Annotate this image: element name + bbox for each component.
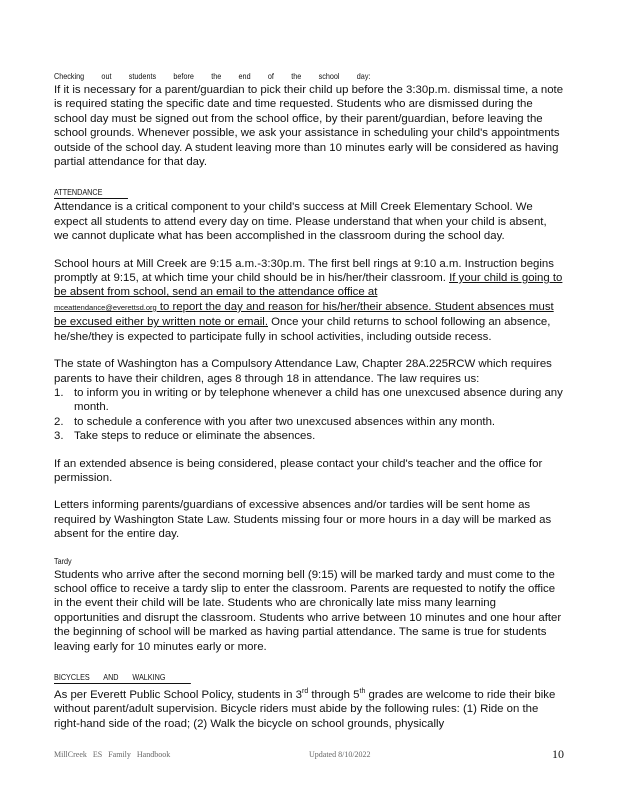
attendance-law: The state of Washington has a Compulsory Attendance Law, Chapter 28A.225RCW which requires parents to have their children, ages 8 through 18 in attendance. The law requires us: bbox=[54, 358, 552, 385]
page-number: 10 bbox=[552, 747, 564, 761]
bicycles-heading: BICYCLES AND WALKING bbox=[54, 671, 191, 684]
law-requirements-list bbox=[54, 386, 564, 444]
checkout-heading: Checking out students before the end of the school day: bbox=[54, 71, 371, 81]
bicycles-body: As per Everett Public School Policy, students in 3rd through 5th grades are welcome to ride their bike without parent/adult supervision. Bicycle riders must abide by the following rules: (1) Ride on the right-hand side of the road; (2) Walk the bicycle on school grounds, physically bbox=[54, 688, 556, 730]
footer-updated: Updated 8/10/2022 bbox=[309, 750, 371, 759]
attendance-report-instructions: to report the day and reason for his/her/their absence. Student absences must be excused either by written note or email. bbox=[54, 300, 554, 329]
attendance-return: Once your child returns to school following an absence, he/she/they is expected to participate fully in school activities, including outside recess. bbox=[54, 316, 551, 343]
tardy-body: Students who arrive after the second morning bell (9:15) will be marked tardy and must come to the school office to receive a tardy slip to enter the classroom. Parents are requested to notify the office in the event their child will be late. Students who are chronically late miss many learning opportunities and disrupt the classroom. Students who arrive between 10 minutes and one hour after the beginning of school will be marked as having partial attendance. The same is true for students leaving early for 10 minutes early or more. bbox=[54, 568, 562, 653]
list-item: 2. to schedule a conference with you after two unexcused absences within any month. bbox=[54, 415, 496, 428]
attendance-hours: School hours at Mill Creek are 9:15 a.m.-3:30p.m. The first bell rings at 9:10 a.m. Instruction begins promptly at 9:15, at which time your child should be in his/her/their classroom. bbox=[54, 257, 554, 285]
extended-absence: If an extended absence is being considered, please contact your child's teacher and the office for permission. bbox=[54, 457, 543, 484]
attendance-p1: Attendance is a critical component to your child's success at Mill Creek Elementary School. We expect all students to attend every day on time. Please understand that when your child is absent, we cannot duplicate what has been accomplished in the classroom during the school day. bbox=[54, 201, 547, 243]
list-item: 1. to inform you in writing or by telephone whenever a child has one unexcused absence during any month. bbox=[54, 386, 563, 414]
absence-letters: Letters informing parents/guardians of excessive absences and/or tardies will be sent home as required by Washington State Law. Students missing four or more hours in a day will be marked as absent for the entire day. bbox=[54, 499, 552, 541]
attendance-email-link[interactable]: mceattendance@everettsd.org bbox=[54, 302, 157, 312]
attendance-absence-instructions: If your child is going to be absent from school, send an email to the attendance office at bbox=[54, 272, 563, 299]
handbook-page bbox=[54, 70, 564, 731]
footer-title: MillCreek ES Family Handbook bbox=[54, 750, 171, 759]
attendance-p2 bbox=[54, 257, 564, 344]
attendance-heading: ATTENDANCE bbox=[54, 186, 128, 199]
tardy-heading: Tardy bbox=[54, 555, 72, 566]
checkout-body: If it is necessary for a parent/guardian to pick their child up before the 3:30p.m. dismissal time, a note is required stating the specific date and time requested. Students who are dismissed during the school day must be signed out from the school office, by their parent/guardian, before leaving the school grounds. Whenever possible, we ask your assistance in scheduling your child's appointments outside of the school day. A student leaving more than 10 minutes early will be considered as having partial attendance for that day. bbox=[54, 84, 564, 169]
list-item: 3. Take steps to reduce or eliminate the absences. bbox=[54, 430, 316, 443]
